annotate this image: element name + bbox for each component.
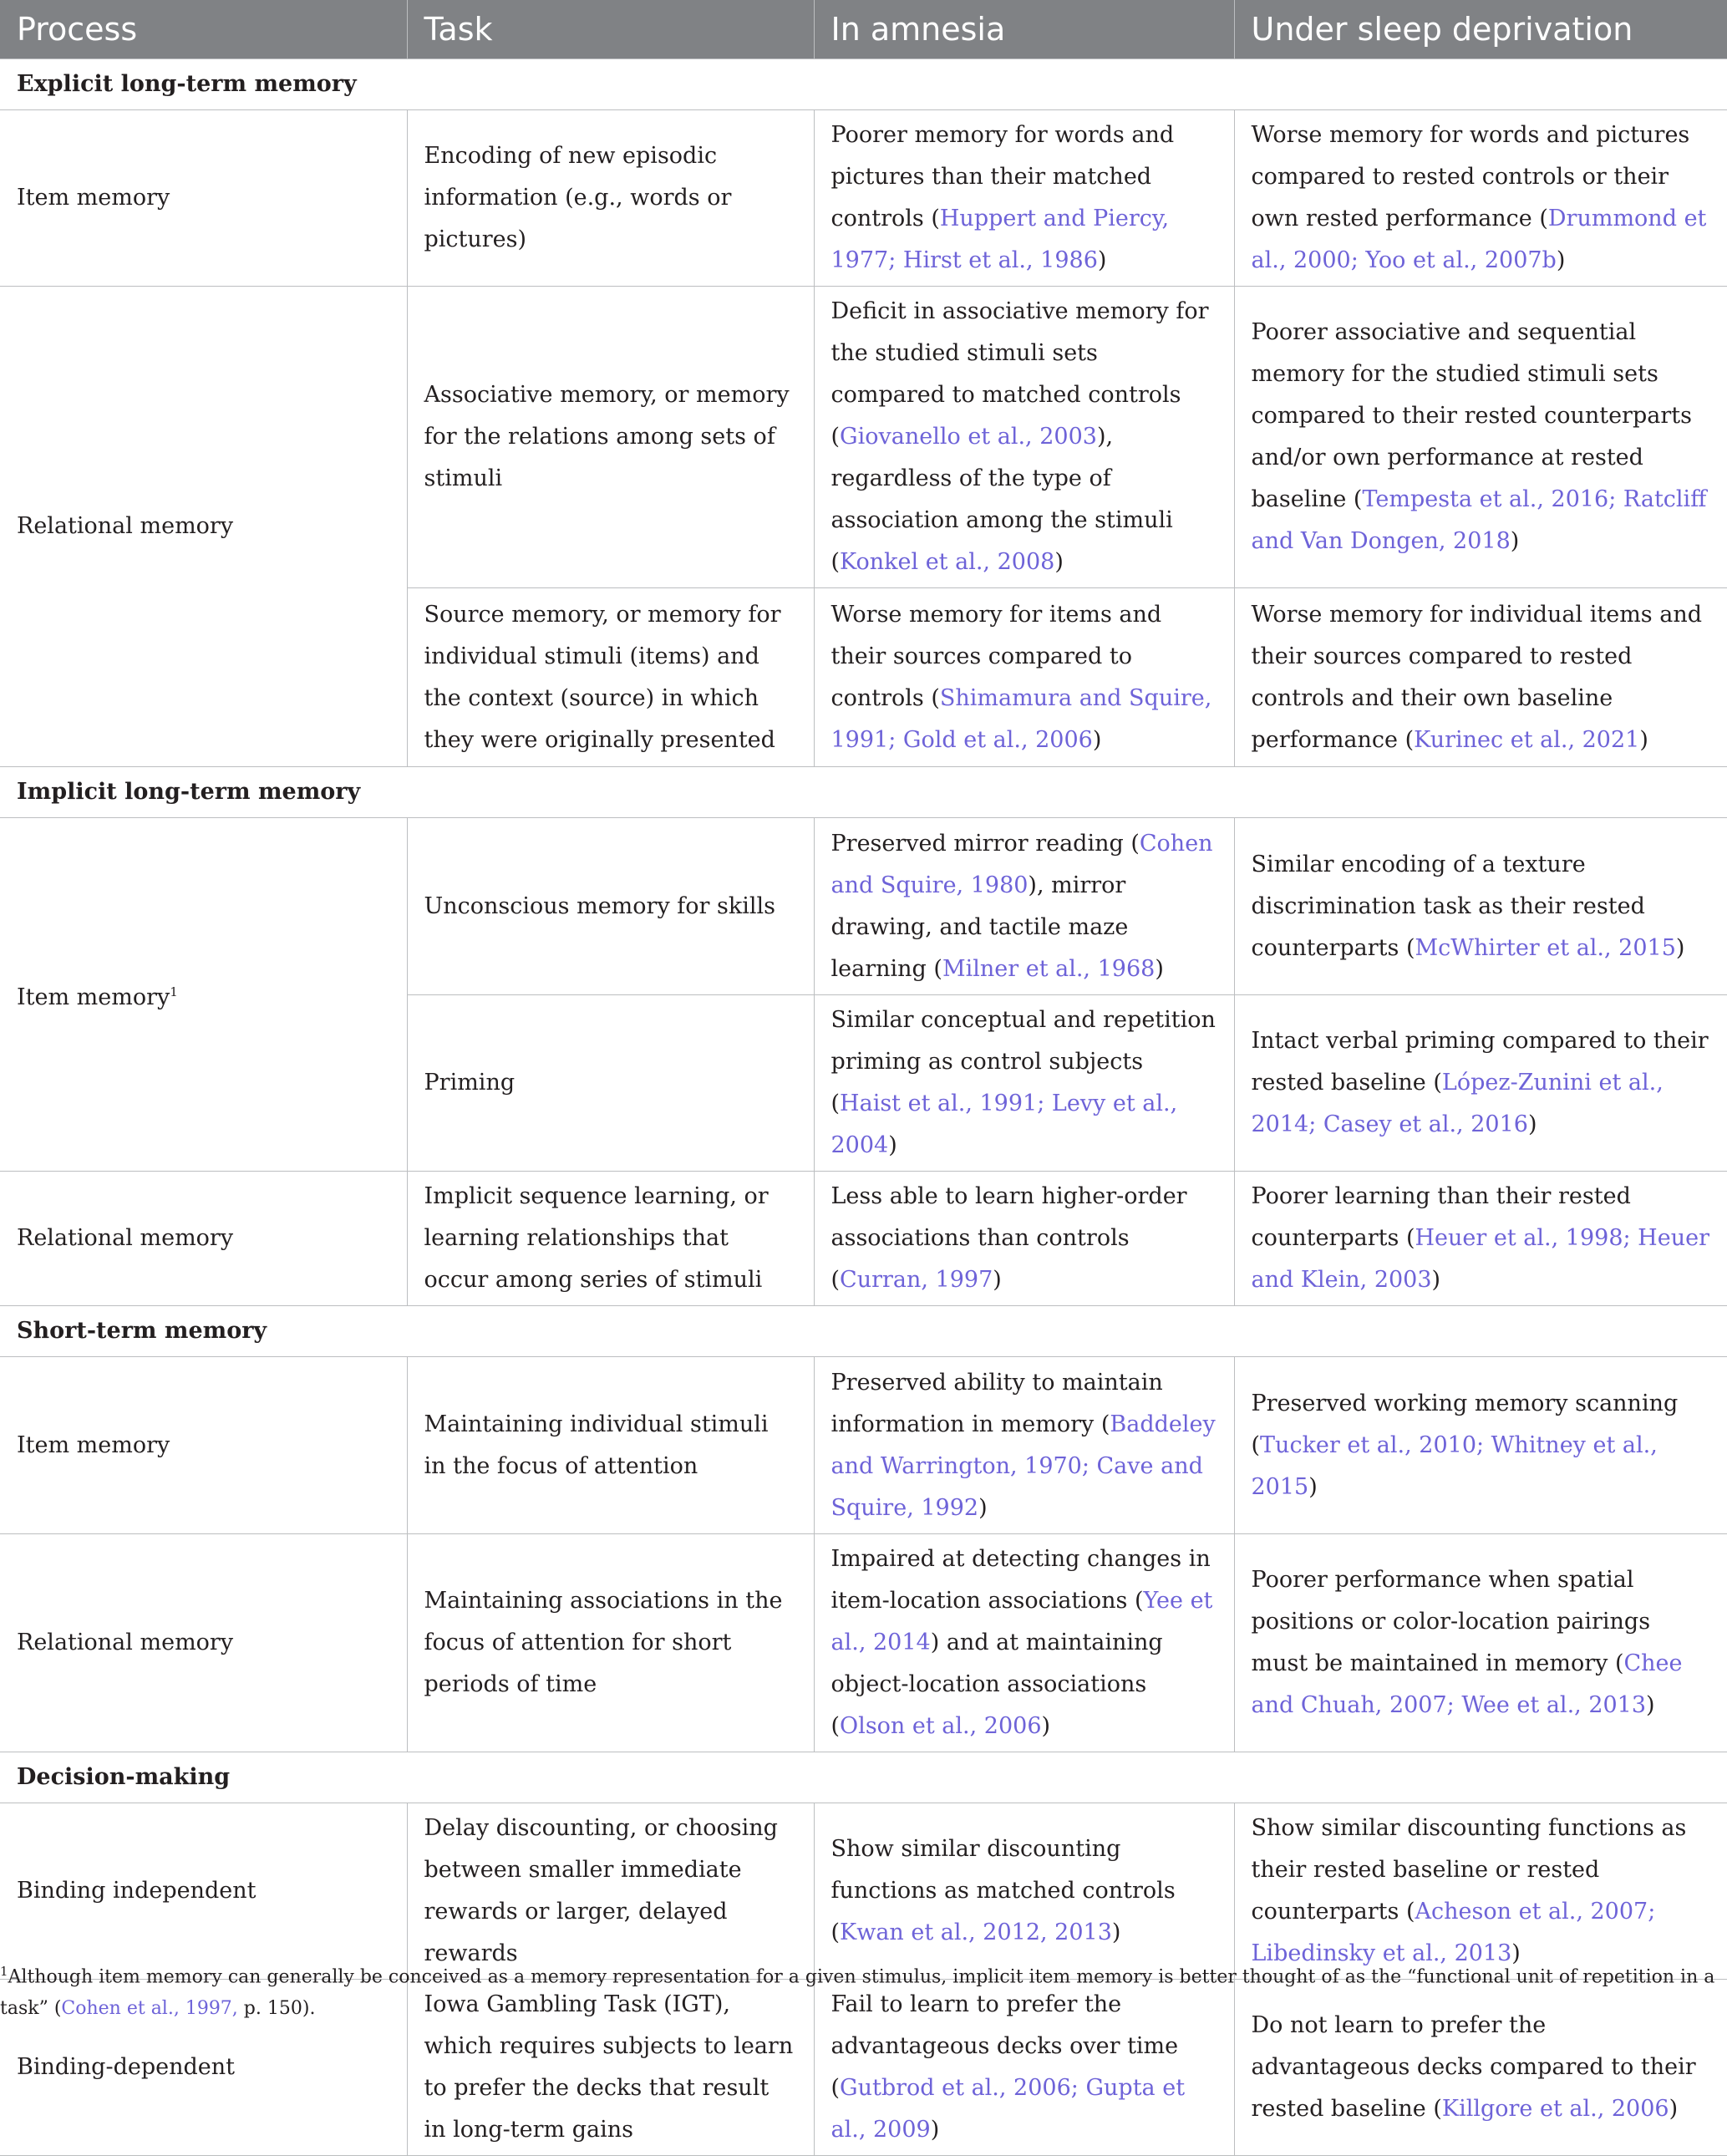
header-task: Task bbox=[407, 0, 814, 59]
table-row bbox=[0, 818, 1727, 995]
citation-link[interactable]: Cohen and Squire, 1980 bbox=[830, 830, 1213, 898]
header-amnesia: In amnesia bbox=[814, 0, 1234, 59]
citation-link[interactable]: McWhirter et al., 2015 bbox=[1415, 934, 1676, 961]
citation-link[interactable]: Milner et al., 1968 bbox=[942, 955, 1156, 982]
sleep-cell: Intact verbal priming compared to their rested baseline (López-Zunini et al., 2014; Casey et al., 2016) bbox=[1234, 995, 1727, 1172]
amnesia-cell: Show similar discounting functions as matched controls (Kwan et al., 2012, 2013) bbox=[814, 1803, 1234, 1980]
task-cell: Delay discounting, or choosing between smaller immediate rewards or larger, delayed rewards bbox=[407, 1803, 814, 1980]
process-cell: Relational memory bbox=[0, 1534, 407, 1752]
amnesia-cell: Impaired at detecting changes in item-location associations (Yee et al., 2014) and at maintaining object-location associations (Olson et al., 2006) bbox=[814, 1534, 1234, 1752]
citation-link[interactable]: Yee et al., 2014 bbox=[830, 1588, 1213, 1655]
table-row bbox=[0, 1357, 1727, 1534]
citation-link[interactable]: Chee and Chuah, 2007; Wee et al., 2013 bbox=[1251, 1650, 1683, 1718]
task-cell: Implicit sequence learning, or learning relationships that occur among series of stimuli bbox=[407, 1172, 814, 1306]
section-row bbox=[0, 767, 1727, 818]
header-row bbox=[0, 0, 1727, 59]
section-explicit: Explicit long-term memory bbox=[0, 59, 1727, 110]
sleep-cell: Preserved working memory scanning (Tucker et al., 2010; Whitney et al., 2015) bbox=[1234, 1357, 1727, 1534]
table-row bbox=[0, 1534, 1727, 1752]
amnesia-cell: Deficit in associative memory for the studied stimuli sets compared to matched controls (Giovanello et al., 2003), regardless of the type of association among the stimuli (Konkel et al., 2008) bbox=[814, 287, 1234, 588]
footnote-marker: 1 bbox=[170, 984, 178, 999]
citation-link[interactable]: Kurinec et al., 2021 bbox=[1414, 726, 1640, 753]
header-process: Process bbox=[0, 0, 407, 59]
process-cell: Item memory bbox=[0, 110, 407, 287]
task-cell: Source memory, or memory for individual stimuli (items) and the context (source) in which they were originally presented bbox=[407, 588, 814, 767]
task-cell: Maintaining individual stimuli in the focus of attention bbox=[407, 1357, 814, 1534]
citation-link[interactable]: Drummond et al., 2000; Yoo et al., 2007b bbox=[1251, 206, 1707, 273]
process-cell: Relational memory bbox=[0, 1172, 407, 1306]
sleep-cell: Do not learn to prefer the advantageous decks compared to their rested baseline (Killgore et al., 2006) bbox=[1234, 1980, 1727, 2156]
process-cell: Item memory$^1$ bbox=[0, 818, 407, 1172]
amnesia-cell: Poorer memory for words and pictures than their matched controls (Huppert and Piercy, 1977; Hirst et al., 1986) bbox=[814, 110, 1234, 287]
section-decision: Decision-making bbox=[0, 1752, 1727, 1803]
task-cell: Encoding of new episodic information (e.g., words or pictures) bbox=[407, 110, 814, 287]
amnesia-cell: Preserved ability to maintain information in memory (Baddeley and Warrington, 1970; Cave and Squire, 1992) bbox=[814, 1357, 1234, 1534]
process-cell: Relational memory bbox=[0, 287, 407, 767]
task-cell: Iowa Gambling Task (IGT), which requires subjects to learn to prefer the decks that result in long-term gains bbox=[407, 1980, 814, 2156]
citation-link[interactable]: López-Zunini et al., 2014; Casey et al., 2016 bbox=[1251, 1070, 1664, 1137]
process-cell: Item memory bbox=[0, 1357, 407, 1534]
table-row bbox=[0, 1172, 1727, 1306]
citation-link[interactable]: Heuer et al., 1998; Heuer and Klein, 2003 bbox=[1251, 1225, 1709, 1293]
task-cell: Associative memory, or memory for the relations among sets of stimuli bbox=[407, 287, 814, 588]
section-row bbox=[0, 1306, 1727, 1357]
sleep-cell: Worse memory for words and pictures compared to rested controls or their own rested performance (Drummond et al., 2000; Yoo et al., 2007b) bbox=[1234, 110, 1727, 287]
process-cell: Binding-dependent bbox=[0, 1980, 407, 2156]
sleep-cell: Poorer learning than their rested counterparts (Heuer et al., 1998; Heuer and Klein, 2003) bbox=[1234, 1172, 1727, 1306]
header-sleep: Under sleep deprivation bbox=[1234, 0, 1727, 59]
sleep-cell: Poorer performance when spatial positions or color-location pairings must be maintained in memory (Chee and Chuah, 2007; Wee et al., 2013) bbox=[1234, 1534, 1727, 1752]
amnesia-cell: Worse memory for items and their sources compared to controls (Shimamura and Squire, 1991; Gold et al., 2006) bbox=[814, 588, 1234, 767]
citation-link[interactable]: Olson et al., 2006 bbox=[840, 1713, 1042, 1739]
sleep-cell: Show similar discounting functions as their rested baseline or rested counterparts (Acheson et al., 2007; Libedinsky et al., 2013) bbox=[1234, 1803, 1727, 1980]
table-row bbox=[0, 1803, 1727, 1980]
task-cell: Maintaining associations in the focus of attention for short periods of time bbox=[407, 1534, 814, 1752]
sleep-cell: Worse memory for individual items and their sources compared to rested controls and their own baseline performance (Kurinec et al., 2021) bbox=[1234, 588, 1727, 767]
table-row bbox=[0, 287, 1727, 588]
task-cell: Unconscious memory for skills bbox=[407, 818, 814, 995]
sleep-cell: Similar encoding of a texture discrimination task as their rested counterparts (McWhirter et al., 2015) bbox=[1234, 818, 1727, 995]
section-implicit: Implicit long-term memory bbox=[0, 767, 1727, 818]
task-cell: Priming bbox=[407, 995, 814, 1172]
amnesia-cell: Less able to learn higher-order associations than controls (Curran, 1997) bbox=[814, 1172, 1234, 1306]
citation-link[interactable]: Curran, 1997 bbox=[840, 1267, 993, 1293]
section-row bbox=[0, 1752, 1727, 1803]
citation-link[interactable]: Konkel et al., 2008 bbox=[840, 549, 1055, 575]
citation-link[interactable]: Giovanello et al., 2003 bbox=[840, 424, 1097, 450]
citation-link[interactable]: Cohen et al., 1997, bbox=[61, 1998, 238, 2020]
citation-link[interactable]: Killgore et al., 2006 bbox=[1441, 2096, 1669, 2122]
citation-link[interactable]: Baddeley and Warrington, 1970; Cave and Squire, 1992 bbox=[830, 1411, 1216, 1521]
section-row bbox=[0, 59, 1727, 110]
amnesia-cell: Fail to learn to prefer the advantageous decks over time (Gutbrod et al., 2006; Gupta et al., 2009) bbox=[814, 1980, 1234, 2156]
table-footnote: $^1$Although item memory can generally be conceived as a memory representation for a given stimulus, implicit item memory is better thought of as the “functional unit of repetition in a task” (Cohen et al., 1997, p. 150). bbox=[0, 1964, 1715, 2020]
citation-link[interactable]: Gutbrod et al., 2006; Gupta et al., 2009 bbox=[830, 2075, 1186, 2143]
citation-link[interactable]: Kwan et al., 2012, 2013 bbox=[840, 1920, 1112, 1945]
sleep-cell: Poorer associative and sequential memory for the studied stimuli sets compared to their rested counterparts and/or own performance at rested baseline (Tempesta et al., 2016; Ratcliff and Van Dongen, 2018) bbox=[1234, 287, 1727, 588]
table-row bbox=[0, 110, 1727, 287]
section-short: Short-term memory bbox=[0, 1306, 1727, 1357]
citation-link[interactable]: Tempesta et al., 2016; Ratcliff and Van Dongen, 2018 bbox=[1251, 486, 1707, 554]
citation-link[interactable]: Shimamura and Squire, 1991; Gold et al., 2006 bbox=[830, 684, 1212, 753]
process-cell: Binding independent bbox=[0, 1803, 407, 1980]
amnesia-cell: Similar conceptual and repetition priming as control subjects (Haist et al., 1991; Levy et al., 2004) bbox=[814, 995, 1234, 1172]
citation-link[interactable]: Huppert and Piercy, 1977; Hirst et al., 1986 bbox=[830, 206, 1170, 273]
citation-link[interactable]: Acheson et al., 2007; Libedinsky et al., 2013 bbox=[1251, 1899, 1656, 1966]
amnesia-cell: Preserved mirror reading (Cohen and Squire, 1980), mirror drawing, and tactile maze learning (Milner et al., 1968) bbox=[814, 818, 1234, 995]
citation-link[interactable]: Tucker et al., 2010; Whitney et al., 2015 bbox=[1251, 1431, 1658, 1500]
footnote-marker: 1 bbox=[0, 1964, 8, 1979]
citation-link[interactable]: Haist et al., 1991; Levy et al., 2004 bbox=[830, 1091, 1178, 1158]
